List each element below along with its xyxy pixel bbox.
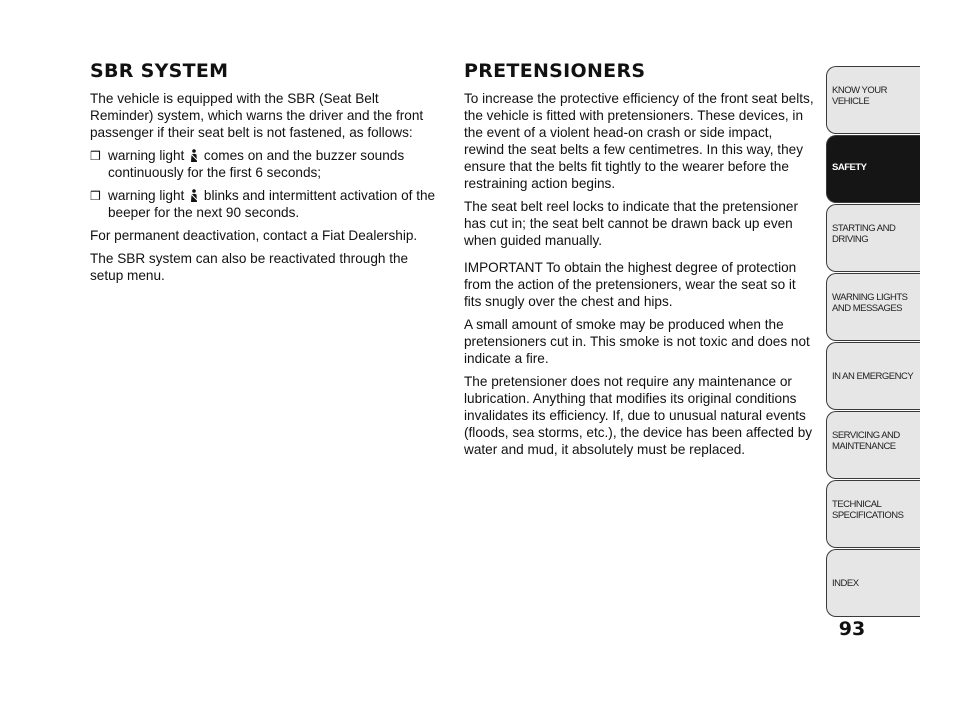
chapter-tabs — [826, 66, 920, 618]
tab-in-an-emergency[interactable]: IN AN EMERGENCY — [826, 342, 920, 410]
pretensioners-para-2: The seat belt reel locks to indicate that the pretensioner has cut in; the seat belt cannot be drawn back up even when guided manually. — [464, 199, 798, 248]
pretensioners-important: IMPORTANT To obtain the highest degree of protection from the action of the pretensioners, wear the seat so it fits snugly over the chest and hips. — [464, 260, 797, 309]
sbr-deactivation-text: For permanent deactivation, contact a Fiat Dealership. — [90, 228, 418, 243]
sbr-intro: The vehicle is equipped with the SBR (Seat Belt Reminder) system, which warns the driver and the front passenger if their seat belt is not fastened, as follows: — [90, 91, 424, 140]
checkbox-bullet-icon: ❒ — [90, 189, 101, 203]
pretensioners-para-4: A small amount of smoke may be produced when the pretensioners cut in. This smoke is not toxic and does not indicate a fire. — [464, 317, 810, 366]
tab-know-your-vehicle[interactable]: KNOW YOUR VEHICLE — [826, 66, 920, 134]
sbr-bullet-1: ❒ warning light comes on and the buzzer sounds continuously for the first 6 seconds; — [90, 148, 405, 180]
tab-safety[interactable]: SAFETY — [826, 135, 920, 203]
tab-technical-specifications[interactable]: TECHNICAL SPECIFICATIONS — [826, 480, 920, 548]
pretensioners-section — [464, 60, 814, 464]
seatbelt-warning-icon — [189, 149, 199, 162]
tab-warning-lights[interactable]: WARNING LIGHTS AND MESSAGES — [826, 273, 920, 341]
seatbelt-warning-icon — [189, 189, 199, 202]
sbr-section — [90, 60, 440, 290]
pretensioners-para-1: To increase the protective efficiency of the front seat belts, the vehicle is fitted with pretensioners. These devices, in the event of a violent head-on crash or side impact, rewind the seat belts a few centimetres. In this way, they ensure that the belts fit tightly to the wearer before the restraining action begins. — [464, 91, 814, 191]
checkbox-bullet-icon: ❒ — [90, 149, 101, 163]
sbr-bullet-2: ❒ warning light blinks and intermittent activation of the beeper for the next 90 seconds. — [90, 188, 436, 220]
sbr-title: SBR SYSTEM — [90, 60, 229, 82]
pretensioners-para-5: The pretensioner does not require any maintenance or lubrication. Anything that modifies its original conditions invalidates its efficiency. If, due to unusual natural events (floods, sea storms, etc.), the device has been affected by water and mud, it absolutely must be replaced. — [464, 374, 813, 457]
page-number: 93 — [838, 618, 866, 640]
pretensioners-title: PRETENSIONERS — [464, 60, 646, 82]
tab-index[interactable]: INDEX — [826, 549, 920, 617]
sbr-reactivation-text: The SBR system can also be reactivated through the setup menu. — [90, 251, 409, 283]
tab-starting-and-driving[interactable]: STARTING AND DRIVING — [826, 204, 920, 272]
tab-servicing-and-maintenance[interactable]: SERVICING AND MAINTENANCE — [826, 411, 920, 479]
